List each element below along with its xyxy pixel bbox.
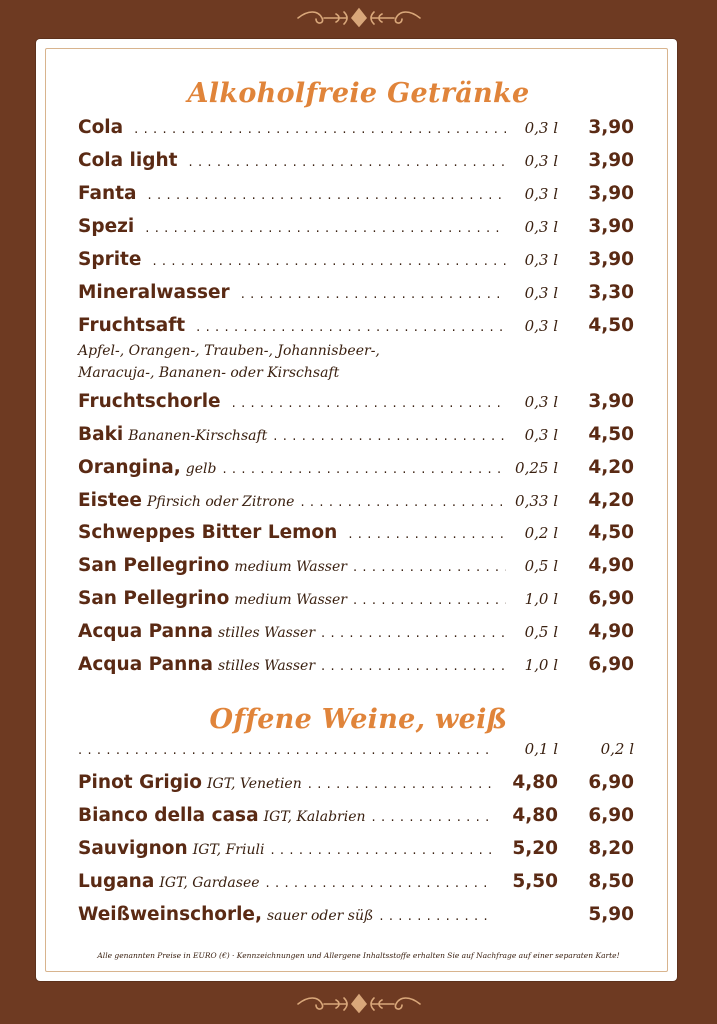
item-name: Eistee: [78, 490, 142, 511]
leader-dots: [372, 810, 494, 825]
wine-price-large: 8,50: [588, 871, 634, 892]
item-volume: 0,3 l: [524, 119, 558, 137]
item-price: 3,90: [588, 117, 634, 138]
leader-dots: [148, 188, 506, 203]
leader-dots: [134, 122, 506, 137]
item-price: 3,90: [588, 249, 634, 270]
wine-name: Bianco della casa: [78, 805, 259, 826]
item-description: stilles Wasser: [218, 625, 316, 641]
item-volume: 0,5 l: [524, 557, 558, 575]
item-description: stilles Wasser: [218, 658, 316, 674]
item-price: 4,90: [588, 621, 634, 642]
menu-item-row: [78, 216, 634, 242]
item-volume: 0,3 l: [524, 426, 558, 444]
menu-item-row: [78, 654, 634, 680]
wine-col-large: 0,2 l: [600, 740, 634, 758]
footnote: Alle genannten Preise in EURO (€) · Kennzeichnungen und Allergene Inhaltsstoffe erhalten Sie auf Nachfrage auf einer separaten Karte!: [97, 951, 620, 960]
item-price: 4,20: [588, 490, 634, 511]
item-volume: 0,33 l: [515, 492, 558, 510]
leader-dots: [266, 876, 494, 891]
wine-item-row: [78, 838, 634, 864]
item-name: Schweppes Bitter Lemon: [78, 522, 338, 543]
menu-item-row: [78, 249, 634, 275]
leader-dots: [379, 909, 494, 924]
item-name: Acqua Panna: [78, 621, 213, 642]
item-description: Pfirsich oder Zitrone: [146, 494, 295, 510]
item-volume: 0,2 l: [524, 524, 558, 542]
leader-dots: [353, 593, 506, 608]
wine-item-row: [78, 805, 634, 831]
wine-item-row: [78, 871, 634, 897]
menu-item-row: [78, 588, 634, 614]
menu-item-row: [78, 150, 634, 176]
fruchtsaft-varieties: [78, 340, 518, 384]
white-wine-heading: Offene Weine, weiß: [209, 704, 508, 735]
top-ornament-icon: [294, 6, 424, 28]
menu-item-row: [78, 315, 634, 341]
item-volume: 1,0 l: [524, 656, 558, 674]
wine-description: IGT, Kalabrien: [263, 809, 366, 825]
item-name: San Pellegrino: [78, 555, 230, 576]
item-volume: 0,3 l: [524, 185, 558, 203]
item-price: 3,90: [588, 183, 634, 204]
item-name: Acqua Panna: [78, 654, 213, 675]
wine-col-small: 0,1 l: [524, 740, 558, 758]
item-description: gelb: [185, 461, 217, 477]
leader-dots: [189, 155, 507, 170]
leader-dots: [321, 626, 506, 641]
item-volume: 0,3 l: [524, 393, 558, 411]
leader-dots: [145, 221, 506, 236]
menu-item-row: [78, 457, 634, 483]
wine-description: IGT, Gardasee: [159, 875, 260, 891]
fruchtsaft-note-line: Apfel-, Orangen-, Trauben-, Johannisbeer-,: [78, 343, 380, 359]
item-price: 4,20: [588, 457, 634, 478]
menu-item-row: [78, 424, 634, 450]
menu-item-row: [78, 522, 634, 548]
menu-item-row: [78, 621, 634, 647]
item-volume: 0,3 l: [524, 152, 558, 170]
item-volume: 0,3 l: [524, 218, 558, 236]
item-price: 6,90: [588, 654, 634, 675]
item-price: 6,90: [588, 588, 634, 609]
item-description: medium Wasser: [234, 592, 347, 608]
item-price: 3,30: [588, 282, 634, 303]
leader-dots: [152, 254, 506, 269]
item-name: Orangina,: [78, 457, 181, 478]
item-volume: 0,5 l: [524, 623, 558, 641]
item-price: 3,90: [588, 391, 634, 412]
wine-description: IGT, Venetien: [207, 776, 302, 792]
leader-dots: [348, 527, 506, 542]
menu-item-row: [78, 117, 634, 143]
leader-dots: [308, 777, 494, 792]
wine-item-row: [78, 904, 634, 930]
leader-dots: [196, 320, 506, 335]
leader-dots: [232, 396, 506, 411]
item-name: Spezi: [78, 216, 135, 237]
item-price: 4,50: [588, 424, 634, 445]
wine-price-large: 6,90: [588, 805, 634, 826]
item-price: 4,90: [588, 555, 634, 576]
item-name: Fruchtschorle: [78, 391, 221, 412]
leader-dots: [241, 287, 506, 302]
item-volume: 0,3 l: [524, 284, 558, 302]
item-volume: 0,3 l: [524, 251, 558, 269]
leader-dots: [222, 462, 506, 477]
item-volume: 0,3 l: [524, 317, 558, 335]
item-volume: 1,0 l: [524, 590, 558, 608]
menu-item-row: [78, 555, 634, 581]
item-name: Mineralwasser: [78, 282, 230, 303]
item-name: Cola light: [78, 150, 178, 171]
leader-dots: [321, 659, 506, 674]
wine-description: IGT, Friuli: [192, 842, 265, 858]
item-name: San Pellegrino: [78, 588, 230, 609]
leader-dots: [78, 743, 494, 758]
wine-price-large: 8,20: [588, 838, 634, 859]
item-description: medium Wasser: [234, 559, 347, 575]
wine-item-row: [78, 772, 634, 798]
item-price: 3,90: [588, 216, 634, 237]
wine-name: Weißweinschorle,: [78, 904, 262, 925]
wine-name: Sauvignon: [78, 838, 188, 859]
item-name: Sprite: [78, 249, 142, 270]
leader-dots: [300, 495, 506, 510]
wine-name: Pinot Grigio: [78, 772, 203, 793]
item-price: 3,90: [588, 150, 634, 171]
leader-dots: [273, 429, 506, 444]
menu-item-row: [78, 183, 634, 209]
wine-price-large: 5,90: [588, 904, 634, 925]
item-price: 4,50: [588, 522, 634, 543]
wine-price-large: 6,90: [588, 772, 634, 793]
wine-price-small: 4,80: [512, 805, 558, 826]
item-name: Baki: [78, 424, 124, 445]
menu-item-row: [78, 391, 634, 417]
softdrinks-heading: Alkoholfreie Getränke: [187, 78, 530, 109]
menu-item-row: [78, 282, 634, 308]
bottom-ornament-icon: [294, 992, 424, 1014]
item-description: Bananen-Kirschsaft: [128, 428, 268, 444]
leader-dots: [353, 560, 506, 575]
wine-price-small: 5,50: [512, 871, 558, 892]
wine-description: sauer oder süß: [267, 908, 374, 924]
item-price: 4,50: [588, 315, 634, 336]
item-volume: 0,25 l: [515, 459, 558, 477]
fruchtsaft-note-line: Maracuja-, Bananen- oder Kirschsaft: [78, 365, 340, 381]
wine-price-small: 5,20: [512, 838, 558, 859]
wine-price-small: 4,80: [512, 772, 558, 793]
leader-dots: [270, 843, 494, 858]
item-name: Cola: [78, 117, 124, 138]
menu-item-row: [78, 490, 634, 516]
wine-name: Lugana: [78, 871, 155, 892]
wine-column-header: [78, 740, 634, 766]
item-name: Fruchtsaft: [78, 315, 186, 336]
item-name: Fanta: [78, 183, 137, 204]
